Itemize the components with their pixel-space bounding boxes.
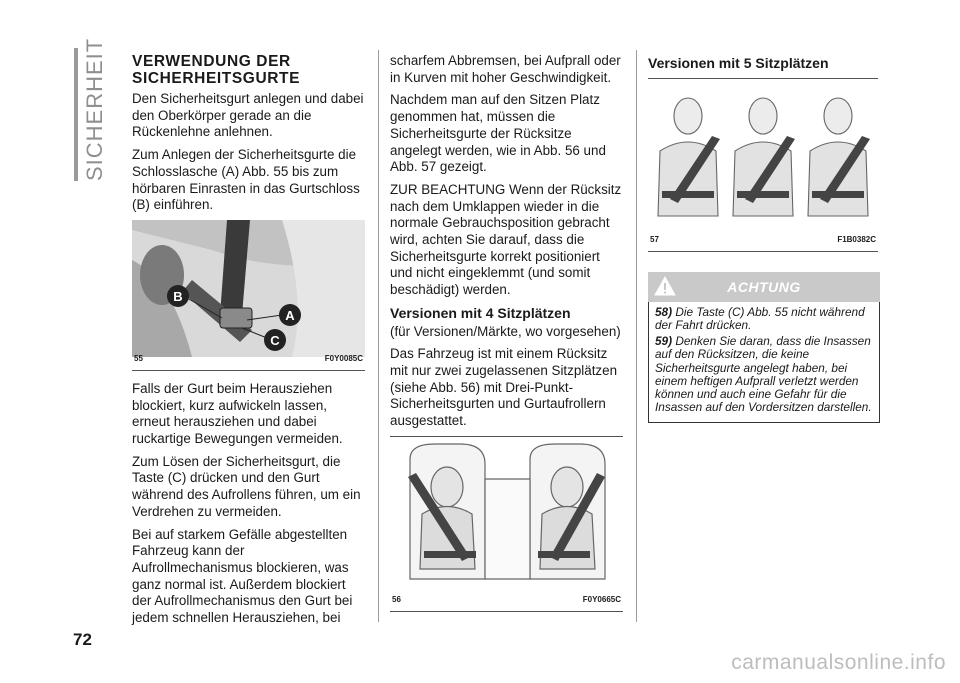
warning-item-number: 58) <box>655 304 673 319</box>
figure-code: F1B0382C <box>837 235 876 244</box>
figure-code: F0Y0665C <box>582 595 621 605</box>
column-3 <box>648 53 880 423</box>
paragraph: (für Versionen/Märkte, wo vorgesehen) <box>390 323 621 339</box>
label-c: C <box>270 332 280 348</box>
warning-body <box>648 302 880 424</box>
section-tab-label: SICHERHEIT <box>82 37 107 181</box>
figure-56 <box>390 436 623 612</box>
figure-57 <box>648 78 878 252</box>
seatbelt-buckle-illustration <box>132 220 365 357</box>
warning-header <box>648 272 880 302</box>
figure-number: 55 <box>134 354 143 364</box>
figure-number: 57 <box>650 235 659 244</box>
figure-number: 56 <box>392 595 401 605</box>
subsection-heading: Versionen mit 4 Sitzplätzen <box>390 304 571 321</box>
warning-item-text: Die Taste (C) Abb. 55 nicht während der Fahrt drücken. <box>655 304 865 332</box>
watermark: carmanualsonline.info <box>731 651 946 674</box>
warning-item-text: Denken Sie daran, dass die Insassen auf den Rücksitzen, die keine Sicherheitsgurte angelegt haben, bei einem heftigen Aufprall verletzt werden können und auch eine Gefahr für die Insassen auf den Vordersitzen darstellen. <box>655 334 872 415</box>
page-number: 72 <box>73 630 92 649</box>
paragraph: Falls der Gurt beim Herausziehen blockiert, kurz aufwickeln lassen, erneut herausziehen und dabei ruckartige Bewegungen vermeiden. <box>132 380 343 447</box>
warning-item-number: 59) <box>655 334 673 349</box>
figure-55 <box>132 220 365 371</box>
warning-item <box>655 306 873 332</box>
figure-code: F0Y0085C <box>324 354 363 364</box>
paragraph: scharfem Abbremsen, bei Aufprall oder in Kurven mit hoher Geschwindigkeit. <box>390 53 621 85</box>
subsection-heading: Versionen mit 5 Sitzplätzen <box>648 55 829 71</box>
rear-seat-three-passengers-illustration <box>648 81 878 239</box>
section-heading: VERWENDUNG DER SICHERHEITSGURTE <box>132 53 301 87</box>
warning-item <box>655 335 873 414</box>
paragraph: Den Sicherheitsgurt anlegen und dabei den Oberkörper gerade an die Rückenlehne anlehnen. <box>132 91 364 140</box>
warning-box <box>648 272 880 424</box>
section-tab-bar <box>74 48 78 181</box>
column-1 <box>132 53 367 633</box>
paragraph: Zum Lösen der Sicherheitsgurt, die Taste (C) drücken und den Gurt während des Aufrollens führen, um ein Verdrehen zu vermeiden. <box>132 453 361 519</box>
paragraph: Bei auf starkem Gefälle abgestellten Fahrzeug kann der Aufrollmechanismus blockieren, was ganz normal ist. Außerdem blockiert der Aufrollmechanismus den Gurt bei jedem schnellen Herausziehen, bei <box>132 526 353 626</box>
column-2 <box>390 53 625 622</box>
label-a: A <box>285 307 295 323</box>
warning-title: ACHTUNG <box>727 278 801 295</box>
paragraph: Zum Anlegen der Sicherheitsgurte die Schlosslasche (A) Abb. 55 bis zum hörbaren Einrasten in das Gurtschloss (B) einführen. <box>132 147 360 213</box>
column-divider <box>636 50 637 622</box>
column-divider <box>378 50 379 622</box>
paragraph: ZUR BEACHTUNG Wenn der Rücksitz nach dem Umklappen wieder in die normale Gebrauchsposition gebracht wird, achten Sie darauf, dass die Sicherheitsgurte korrekt positioniert und nicht eingeklemmt (und somit beschädigt) werden. <box>390 181 622 298</box>
rear-seat-two-passengers-illustration <box>390 439 623 599</box>
label-b: B <box>173 288 183 304</box>
paragraph: Nachdem man auf den Sitzen Platz genommen hat, müssen die Sicherheitsgurte der Rücksitze angelegt werden, wie in Abb. 56 und Abb. 57 gezeigt. <box>390 92 606 175</box>
paragraph: Das Fahrzeug ist mit einem Rücksitz mit nur zwei zugelassenen Sitzplätzen (siehe Abb. 56) mit Drei-Punkt-Sicherheitsgurten und Gurtaufrollern ausgestattet. <box>390 346 618 429</box>
